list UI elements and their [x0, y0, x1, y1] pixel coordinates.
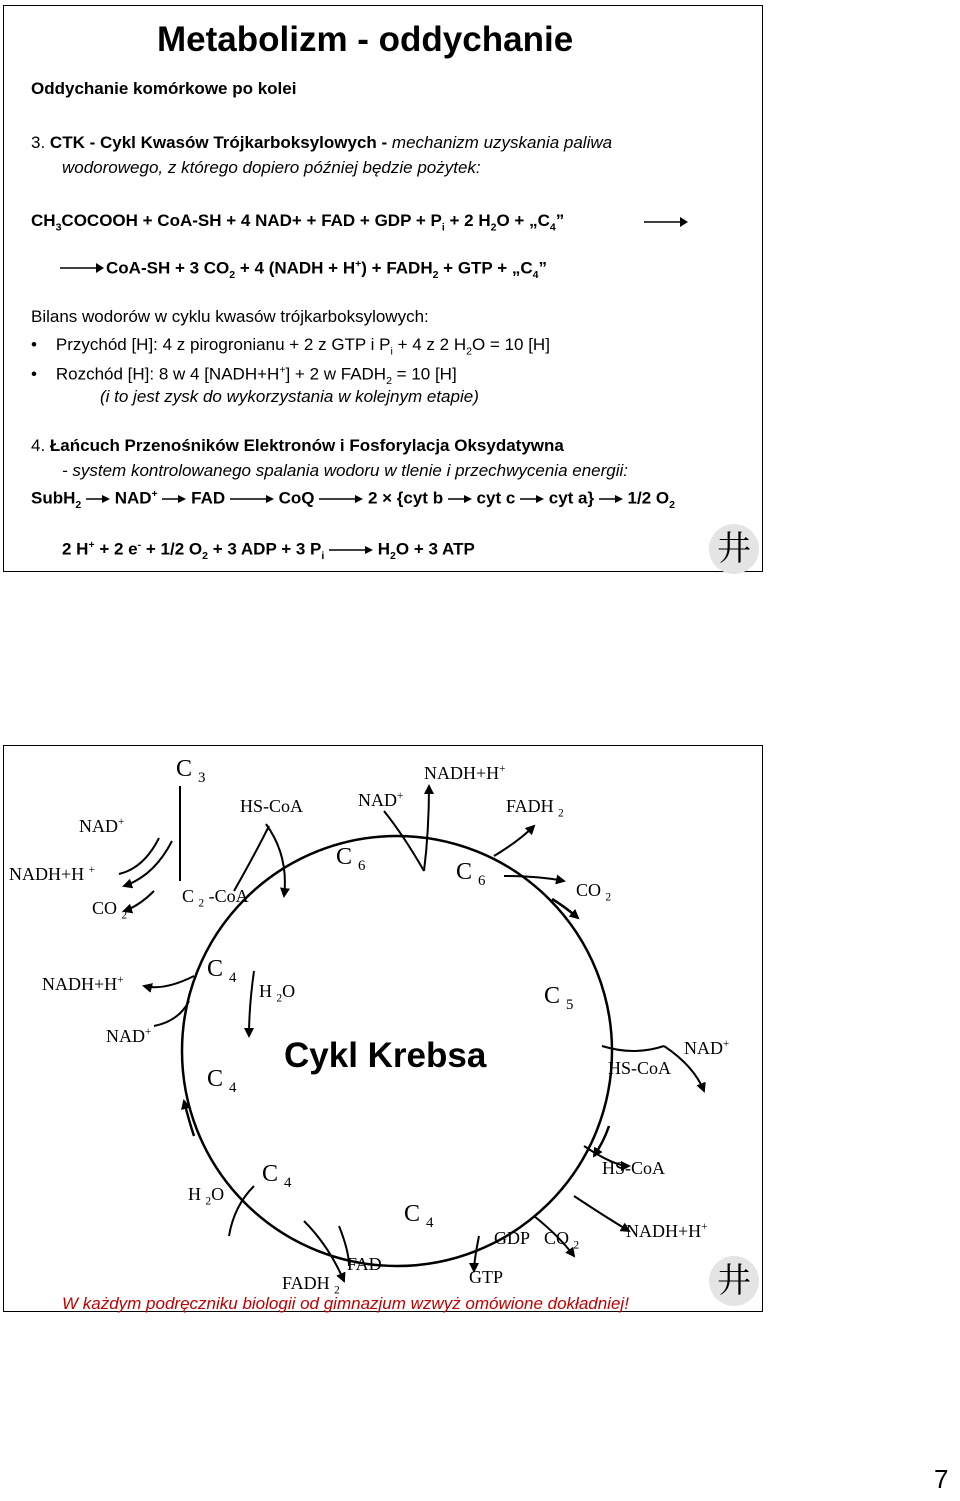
slide-subtitle: Oddychanie komórkowe po kolei [31, 79, 297, 98]
label-co2-tl: CO $_2$ [92, 898, 128, 922]
ctk-equation-reactants: $CH_3COCOOH + CoA-SH + 4$ NAD+ + FAD + GDP + $P_i + 2$ $H_2O$ + $„C_4$” [31, 211, 565, 234]
arrow-icon [520, 493, 544, 505]
label-fadh2-b: FADH $_2$ [282, 1273, 340, 1297]
label-nad-top: NAD+ [358, 790, 404, 810]
label-fadh2-top: FADH $_2$ [506, 796, 564, 820]
label-h2o-bl: H $_2$O [188, 1184, 225, 1208]
label-nad-mr: NAD+ [684, 1038, 730, 1058]
balance-outcome: • Rozchód [H]: 8 w 4 [NADH+H+] + 2 w $FADH_2 = 10$ [H] [31, 364, 457, 388]
ctk-heading: 3. CTK - Cykl Kwasów Trójkarboksylowych - mechanizm uzyskania paliwa [31, 133, 613, 152]
arrow-icon [162, 493, 186, 505]
label-c4-b: C $_4$ [207, 1066, 237, 1096]
label-c4-d: C $_4$ [404, 1201, 434, 1231]
label-c4-c: C $_4$ [262, 1161, 292, 1191]
label-hscoa-br: HS-CoA [602, 1158, 666, 1178]
label-c6-b: C $_6$ [456, 859, 486, 889]
label-c6-a: C $_6$ [336, 844, 366, 874]
label-hscoa-mr: HS-CoA [608, 1058, 672, 1078]
label-nad-ml: NAD+ [106, 1026, 152, 1046]
electron-chain: SubH$_2$ NAD+ FAD CoQ 2 × {cyt b cyt c cyt a} 1/2 $O_2$ [31, 488, 675, 512]
label-hscoa-top: HS-CoA [240, 796, 304, 816]
slide-title: Metabolizm - oddychanie [157, 20, 574, 59]
footer-note: W każdym podręczniku biologii od gimnazjum wzwyż omówione dokładniej! [62, 1294, 629, 1313]
arrow-icon [329, 544, 373, 556]
label-c2coa: C $_2$ -CoA [182, 886, 249, 910]
label-nadh-ml: NADH+H+ [42, 974, 124, 994]
ctk-description: wodorowego, z którego dopiero później będzie pożytek: [62, 158, 481, 177]
ctk-equation-products: CoA-SH + 3 $CO_2 + 4$ (NADH + $H^+) + FADH_2$ + GTP + $„C_4$” [106, 258, 547, 282]
arrow-icon [60, 260, 104, 276]
label-co2-tr: CO $_2$ [576, 880, 612, 904]
label-gdp: GDP [494, 1228, 531, 1248]
balance-heading: Bilans wodorów w cyklu kwasów trójkarboksylowych: [31, 307, 429, 326]
etc-description: - system kontrolowanego spalania wodoru w tlenie i przechwycenia energii: [62, 461, 629, 480]
arrow-icon [644, 214, 688, 230]
stamp-logo: 井 [709, 1256, 759, 1306]
cycle-title: Cykl Krebsa [284, 1036, 487, 1075]
label-nadh-top: NADH+H+ [424, 763, 506, 783]
atp-equation: 2 H+ + 2 e- + 1/2 $O_2 + 3$ ADP + 3 $P_i$ $H_2O + 3$ ATP [62, 539, 475, 563]
label-h2o-m: H $_2$O [259, 981, 296, 1005]
slide-krebs-cycle [3, 745, 763, 1312]
slide-metabolism [3, 5, 763, 572]
stamp-logo: 井 [709, 524, 759, 574]
label-gtp: GTP [469, 1267, 504, 1287]
balance-note: (i to jest zysk do wykorzystania w kolejnym etapie) [100, 387, 479, 406]
label-nadh-tl: NADH+H + [9, 864, 95, 884]
label-co2-b: CO $_2$ [544, 1228, 580, 1252]
arrow-icon [599, 493, 623, 505]
arrow-icon [86, 493, 110, 505]
label-fad: FAD [347, 1254, 382, 1274]
label-c3: C $_3$ [176, 756, 206, 786]
label-nadh-br: NADH+H+ [626, 1221, 708, 1241]
label-nad-tl: NAD+ [79, 816, 125, 836]
arrow-icon [448, 493, 472, 505]
arrow-icon [319, 493, 363, 505]
balance-income: • Przychód [H]: 4 z pirogronianu + 2 z GTP i $P_i + 4$ z 2 $H_2O = 10$ [H] [31, 335, 550, 358]
label-c5: C $_5$ [544, 983, 574, 1013]
arrow-icon [230, 493, 274, 505]
label-c4-a: C $_4$ [207, 956, 237, 986]
page-number: 7 [934, 1464, 949, 1494]
etc-heading: 4. Łańcuch Przenośników Elektronów i Fosforylacja Oksydatywna [31, 436, 564, 455]
